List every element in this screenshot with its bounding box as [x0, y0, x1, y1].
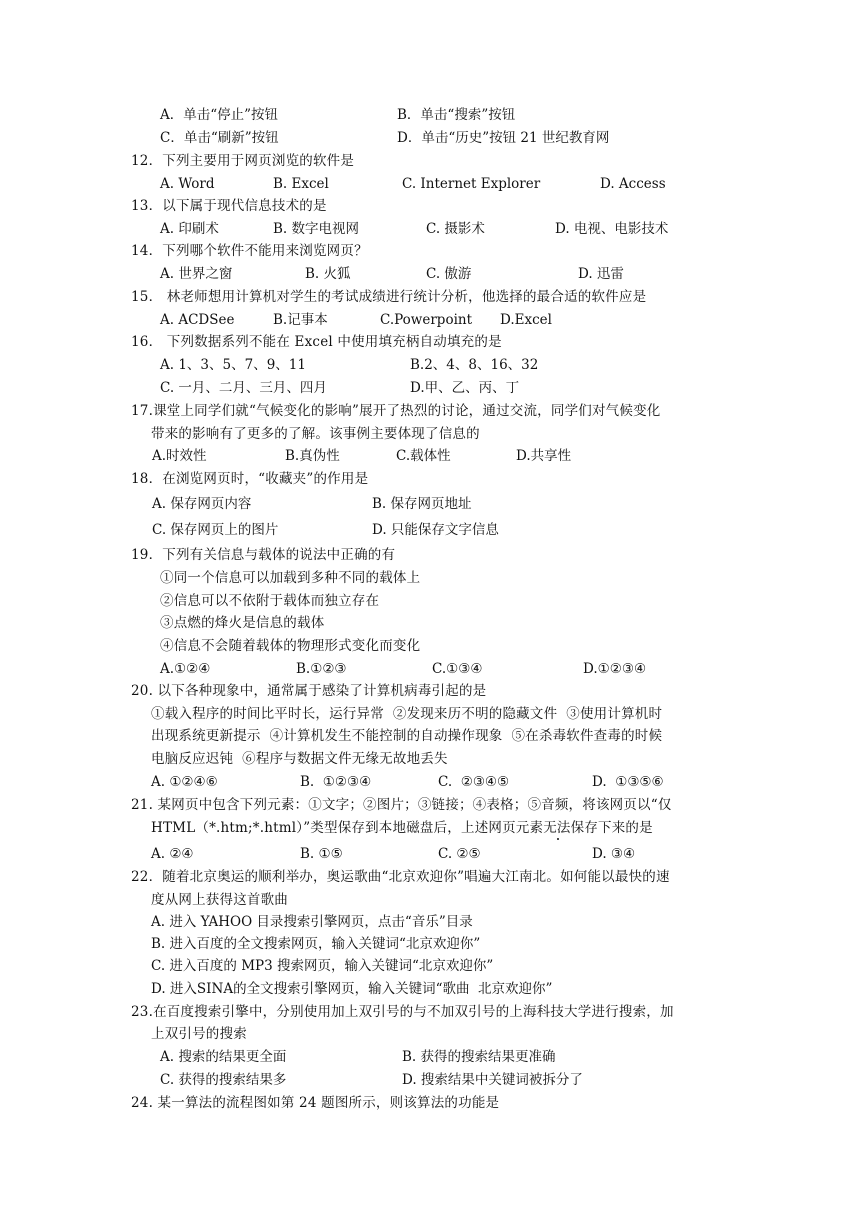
q18-option-d: D. 只能保存文字信息	[372, 522, 499, 538]
q20-phenomena-line1: ①载入程序的时间比平时长，运行异常 ②发现来历不明的隐藏文件 ③使用计算机时	[151, 706, 663, 722]
q18-stem: 18．在浏览网页时，“收藏夹”的作用是	[131, 471, 369, 487]
q12-option-a: A. Word	[160, 176, 215, 192]
q13-option-c: C. 摄影术	[426, 221, 485, 237]
q23-option-b: B. 获得的搜索结果更准确	[402, 1049, 556, 1065]
q13-option-b: B. 数字电视网	[273, 221, 360, 237]
q20-option-a: A. ①②④⑥	[151, 774, 218, 790]
q19-statement-4: ④信息不会随着载体的物理形式变化而变化	[160, 638, 421, 654]
q19-option-b: B.①②③	[296, 661, 347, 677]
q13-option-a: A. 印刷术	[160, 221, 219, 237]
q12-stem: 12．下列主要用于网页浏览的软件是	[131, 153, 355, 169]
q16-stem: 16． 下列数据系列不能在 Excel 中使用填充柄自动填充的是	[131, 334, 502, 350]
q16-option-a: A. 1、3、5、7、9、11	[160, 357, 306, 373]
q20-option-d: D. ①③⑤⑥	[592, 774, 664, 790]
q18-option-a: A. 保存网页内容	[152, 496, 252, 512]
q14-option-d: D. 迅雷	[578, 266, 624, 282]
q21-option-b: B. ①⑤	[300, 846, 343, 862]
q19-statement-1: ①同一个信息可以加载到多种不同的载体上	[160, 570, 421, 586]
q15-option-b: B.记事本	[273, 312, 328, 328]
q15-option-a: A. ACDSee	[160, 312, 235, 328]
q13-option-d: D. 电视、电影技术	[555, 221, 669, 237]
q11-option-b: B．单击“搜索”按钮	[397, 107, 516, 123]
q23-stem-line1: 23.在百度搜索引擎中，分别使用加上双引号的与不加双引号的上海科技大学进行搜索，加	[131, 1004, 674, 1020]
q21-stem-line2: HTML（*.htm;*.html）”类型保存到本地磁盘后，上述网页元素无法保存下来的是	[151, 820, 653, 836]
q16-option-c: C. 一月、二月、三月、四月	[160, 380, 327, 396]
q20-phenomena-line3: 电脑反应迟钝 ⑥程序与数据文件无缘无故地丢失	[151, 751, 448, 767]
q14-stem: 14．下列哪个软件不能用来浏览网页？	[131, 243, 368, 259]
q14-option-c: C. 傲游	[426, 266, 472, 282]
q16-option-d: D.甲、乙、丙、丁	[410, 380, 520, 396]
q16-option-b: B.2、4、8、16、32	[410, 357, 539, 373]
q19-option-a: A.①②④	[160, 661, 211, 677]
q17-option-b: B.真伪性	[285, 448, 340, 464]
q19-option-c: C.①③④	[432, 661, 483, 677]
q22-stem-line2: 度从网上获得这首歌曲	[151, 892, 288, 908]
q20-option-c: C. ②③④⑤	[438, 774, 510, 790]
q22-option-a: A. 进入 YAHOO 目录搜索引擎网页，点击“音乐”目录	[151, 914, 473, 930]
q19-stem: 19．下列有关信息与载体的说法中正确的有	[131, 547, 396, 563]
q21-option-c: C. ②⑤	[438, 846, 481, 862]
q21-option-d: D. ③④	[592, 846, 636, 862]
q23-option-c: C. 获得的搜索结果多	[160, 1072, 287, 1088]
q17-stem-line1: 17.课堂上同学们就“气候变化的影响”展开了热烈的讨论，通过交流，同学们对气候变化	[131, 403, 661, 419]
q21-stem-line1: 21. 某网页中包含下列元素：①文字；②图片；③链接；④表格；⑤音频，将该网页以“仅	[131, 797, 672, 813]
q11-option-a: A．单击“停止”按钮	[160, 107, 279, 123]
q14-option-b: B. 火狐	[305, 266, 351, 282]
q15-stem: 15． 林老师想用计算机对学生的考试成绩进行统计分析，他选择的最合适的软件应是	[131, 289, 647, 305]
q22-option-b: B. 进入百度的全文搜索网页，输入关键词“北京欢迎你”	[151, 936, 481, 952]
emphasis-text: 无法	[543, 820, 571, 836]
q15-option-c: C.Powerpoint	[380, 312, 473, 328]
q17-stem-line2: 带来的影响有了更多的了解。该事例主要体现了信息的	[151, 426, 480, 442]
q24-stem: 24. 某一算法的流程图如第 24 题图所示，则该算法的功能是	[131, 1095, 500, 1111]
q18-option-b: B. 保存网页地址	[372, 496, 472, 512]
q19-statement-2: ②信息可以不依附于载体而独立存在	[160, 593, 380, 609]
q21-option-a: A. ②④	[151, 846, 194, 862]
q11-option-d: D．单击“历史”按钮 21 世纪教育网	[397, 130, 610, 146]
q23-option-d: D. 搜索结果中关键词被拆分了	[402, 1072, 583, 1088]
q19-option-d: D.①②③④	[583, 661, 647, 677]
q15-option-d: D.Excel	[500, 312, 552, 328]
q22-stem-line1: 22．随着北京奥运的顺利举办，奥运歌曲“北京欢迎你”唱遍大江南北。如何能以最快的速	[131, 869, 670, 885]
q17-option-c: C.载体性	[396, 448, 451, 464]
q23-option-a: A. 搜索的结果更全面	[160, 1049, 287, 1065]
q12-option-d: D. Access	[600, 176, 666, 192]
q18-option-c: C. 保存网页上的图片	[152, 522, 279, 538]
q20-option-b: B. ①②③④	[300, 774, 372, 790]
q20-phenomena-line2: 出现系统更新提示 ④计算机发生不能控制的自动操作现象 ⑤在杀毒软件查毒的时候	[151, 728, 663, 744]
q23-stem-line2: 上双引号的搜索	[151, 1026, 247, 1042]
q22-option-d: D. 进入SINA的全文搜索引擎网页，输入关键词“歌曲 北京欢迎你”	[151, 981, 553, 997]
q17-option-a: A.时效性	[152, 448, 207, 464]
q20-stem: 20. 以下各种现象中，通常属于感染了计算机病毒引起的是	[131, 683, 487, 699]
q11-option-c: C．单击“刷新”按钮	[160, 130, 279, 146]
q13-stem: 13．以下属于现代信息技术的是	[131, 198, 327, 214]
q14-option-a: A. 世界之窗	[160, 266, 233, 282]
q22-option-c: C. 进入百度的 MP3 搜索网页，输入关键词“北京欢迎你”	[151, 958, 494, 974]
q19-statement-3: ③点燃的烽火是信息的载体	[160, 615, 325, 631]
q12-option-c: C. Internet Explorer	[402, 176, 541, 192]
q12-option-b: B. Excel	[273, 176, 329, 192]
q17-option-d: D.共享性	[516, 448, 572, 464]
